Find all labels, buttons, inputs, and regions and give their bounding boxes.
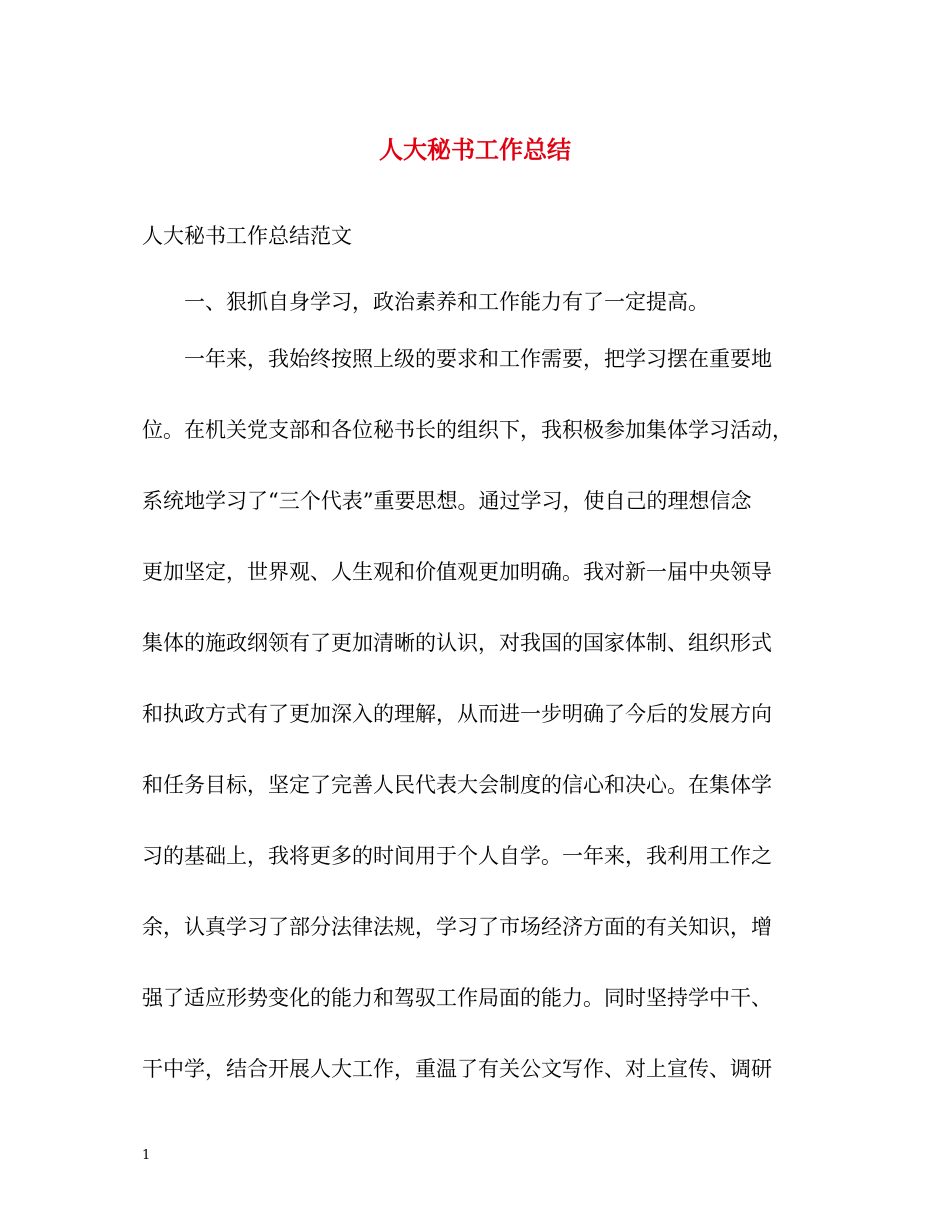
page-number: 1 [142, 1148, 151, 1163]
paragraph-line: 强了适应形势变化的能力和驾驭工作局面的能力。同时坚持学中干、 [142, 986, 772, 1010]
section-heading-1: 一、狠抓自身学习，政治素养和工作能力有了一定提高。 [184, 290, 709, 314]
paragraph-line: 干中学，结合开展人大工作，重温了有关公文写作、对上宣传、调研 [142, 1057, 772, 1081]
paragraph-line: 一年来，我始终按照上级的要求和工作需要，把学习摆在重要地 [184, 347, 772, 371]
paragraph-line: 集体的施政纲领有了更加清晰的认识，对我国的国家体制、组织形式 [142, 631, 772, 655]
paragraph-line: 更加坚定，世界观、人生观和价值观更加明确。我对新一届中央领导 [142, 560, 772, 584]
paragraph-line: 系统地学习了“三个代表”重要思想。通过学习，使自己的理想信念 [142, 489, 752, 513]
paragraph-line: 余，认真学习了部分法律法规，学习了市场经济方面的有关知识，增 [142, 915, 772, 939]
document-subtitle: 人大秘书工作总结范文 [142, 224, 352, 248]
document-title: 人大秘书工作总结 [379, 135, 571, 164]
paragraph-line: 位。在机关党支部和各位秘书长的组织下，我积极参加集体学习活动， [142, 418, 793, 442]
paragraph-line: 习的基础上，我将更多的时间用于个人自学。一年来，我利用工作之 [142, 844, 772, 868]
paragraph-line: 和执政方式有了更加深入的理解，从而进一步明确了今后的发展方向 [142, 702, 772, 726]
paragraph-line: 和任务目标，坚定了完善人民代表大会制度的信心和决心。在集体学 [142, 773, 772, 797]
